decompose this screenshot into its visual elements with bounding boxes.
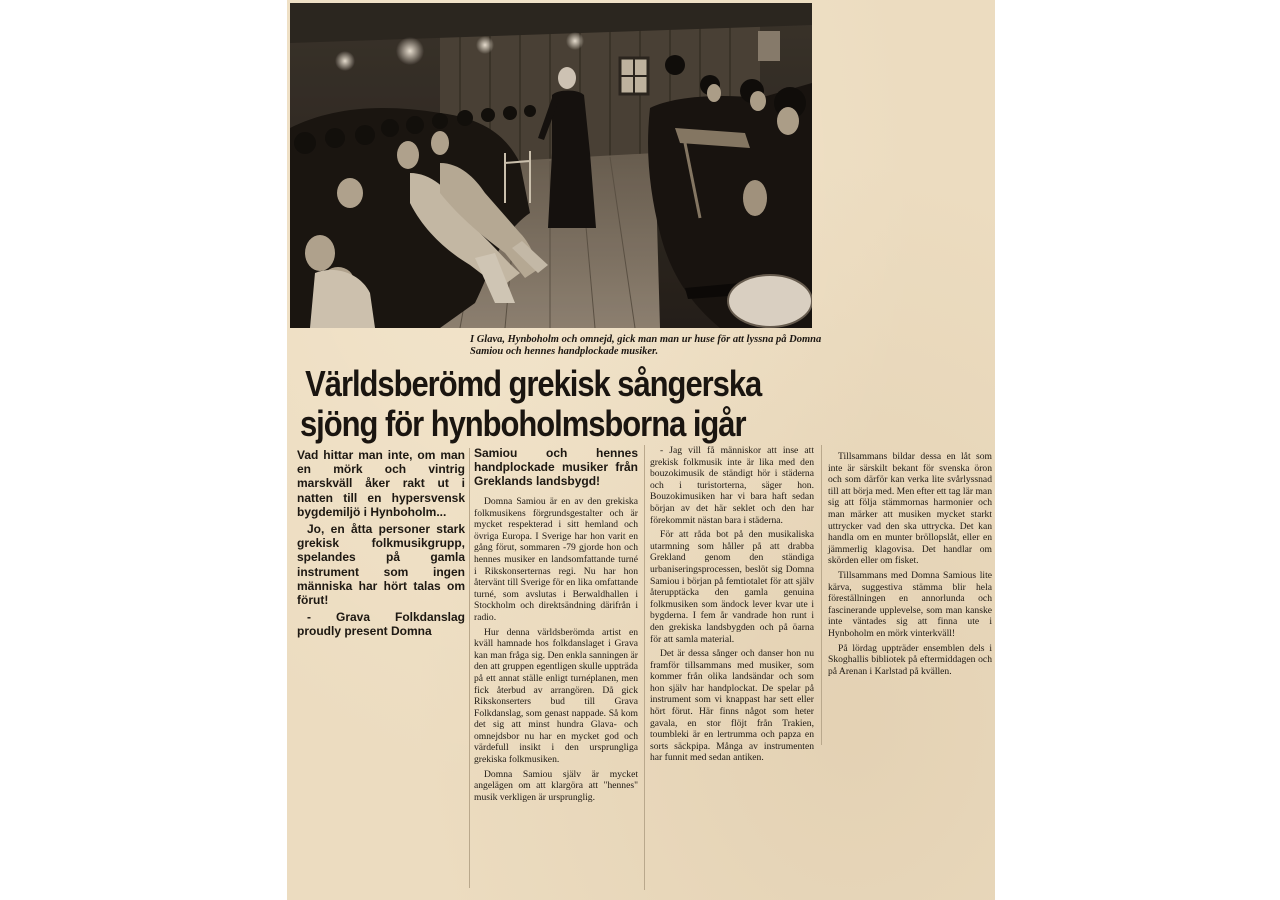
column-rule [644,445,645,890]
lead-paragraph: Vad hittar man inte, om man en mörk och vintrig marskväll åker rakt ut i natten till en hypersvensk bygdemiljö i Hynboholm... [297,448,465,519]
body-paragraph: Domna Samiou själv är mycket angelägen om att klargöra att "hennes" musik verkligen är ursprunglig. [474,768,638,803]
body-column-2 [474,496,638,806]
photo-caption: I Glava, Hynboholm och omnejd, gick man man ur huse för att lyssna på Domna Samiou och hennes handplockade musiker. [470,334,822,357]
body-paragraph: På lördag uppträder ensemblen dels i Skoghallis bibliotek på eftermiddagen och på Arenan i Karlstad på kvällen. [828,642,992,677]
headline-line-1: Världsberömd grekisk sångerska [305,363,762,404]
lead-column [297,448,465,642]
body-paragraph: Tillsammans med Domna Samious lite kärva, suggestiva stämma blir hela föreställningen en annorlunda och fascinerande upplevelse, som man kanske inte väntades sig att finna ute i Hynboholm en mörk vinterkväll! [828,569,992,639]
body-paragraph: Det är dessa sånger och danser hon nu framför tillsammans med musiker, som kommer från olika landsändar och som hon själv har handplockat. De spelar på instrument som vi knappast har sett eller hört förut. Här finns något som heter gavala, en stor flöjt från Trakien, toumbleki är en lertrumma och papza en sorts säckpipa. Många av instrumenten har funnit med sedan antiken. [650,648,814,764]
concert-photo [290,3,812,328]
lead-continuation: Samiou och hennes handplockade musiker från Greklands landsbygd! [474,446,638,488]
column-rule [821,445,822,745]
body-column-3 [650,445,814,767]
body-paragraph: Tillsammans bildar dessa en låt som inte är särskilt bekant för svenska öron och som därför kan verka lite svårlyssnad till att börja med. Men efter ett tag lär man sig att följa stämmornas harmonier och man märker att musiken mycket starkt uttrycker vad den ska uttrycka. Det kan handla om en munter bröllopslåt, eller en jämmerlig klagovisa. Det handlar om skörden eller om fisket. [828,451,992,567]
body-column-4 [828,451,992,680]
body-paragraph: - Jag vill få människor att inse att grekisk folkmusik inte är lika med den bouzokimusik de ständigt hör i städerna och i turistorterna, säger hon. Bouzokimusiken har vi bara haft sedan början av det här seklet och den har förekommit nästan bara i städerna. [650,445,814,526]
body-paragraph: Hur denna världsberömda artist en kväll hamnade hos folkdanslaget i Grava kan man fråga sig. Den enkla sanningen är den att gruppen egentligen skulle uppträda på ett annat ställe enligt turnéplanen, men fick återbud av arrangören. Då gick Rikskonserters bud till Grava Folkdanslag, som genast nappade. Så kom det sig att minst hundra Glava- och omnejdsbor nu har en mycket god och värdefull insikt i den ursprungliga grekiska folkmusiken. [474,626,638,766]
body-paragraph: Domna Samiou är en av den grekiska folkmusikens förgrundsgestalter och är mycket respekterad i sitt hemland och övriga Europa. I Sverige har hon varit en gång förut, sommaren -79 gjorde hon och hennes musiker en landsomfattande turné i Rikskonserternas regi. Nu har hon återvänt till Sverige för en lika omfattande turné, som avslutas i Berwaldhallen i Stockholm och direktsändning därifrån i radio. [474,496,638,623]
lead-paragraph: Jo, en åtta personer stark grekisk folkmusikgrupp, spelandes på gamla instrument som ingen människa har hört talas om förut! [297,522,465,608]
column-rule [469,448,470,888]
body-paragraph: För att råda bot på den musikaliska utarmning som håller på att drabba Grekland genom den ständiga urbaniseringsprocessen, beslöt sig Domna Samiou i början på femtiotalet för att själv återupptäcka den gamla genuina folkmusiken som ändock lever kvar ute i bygderna. I fem år vandrade hon runt i den grekiska landsbygden och på öarna för att samla material. [650,529,814,645]
headline-line-2: sjöng för hynboholmsborna igår [300,403,746,444]
lead-paragraph: - Grava Folkdanslag proudly present Domna [297,610,465,639]
headline [300,363,762,444]
